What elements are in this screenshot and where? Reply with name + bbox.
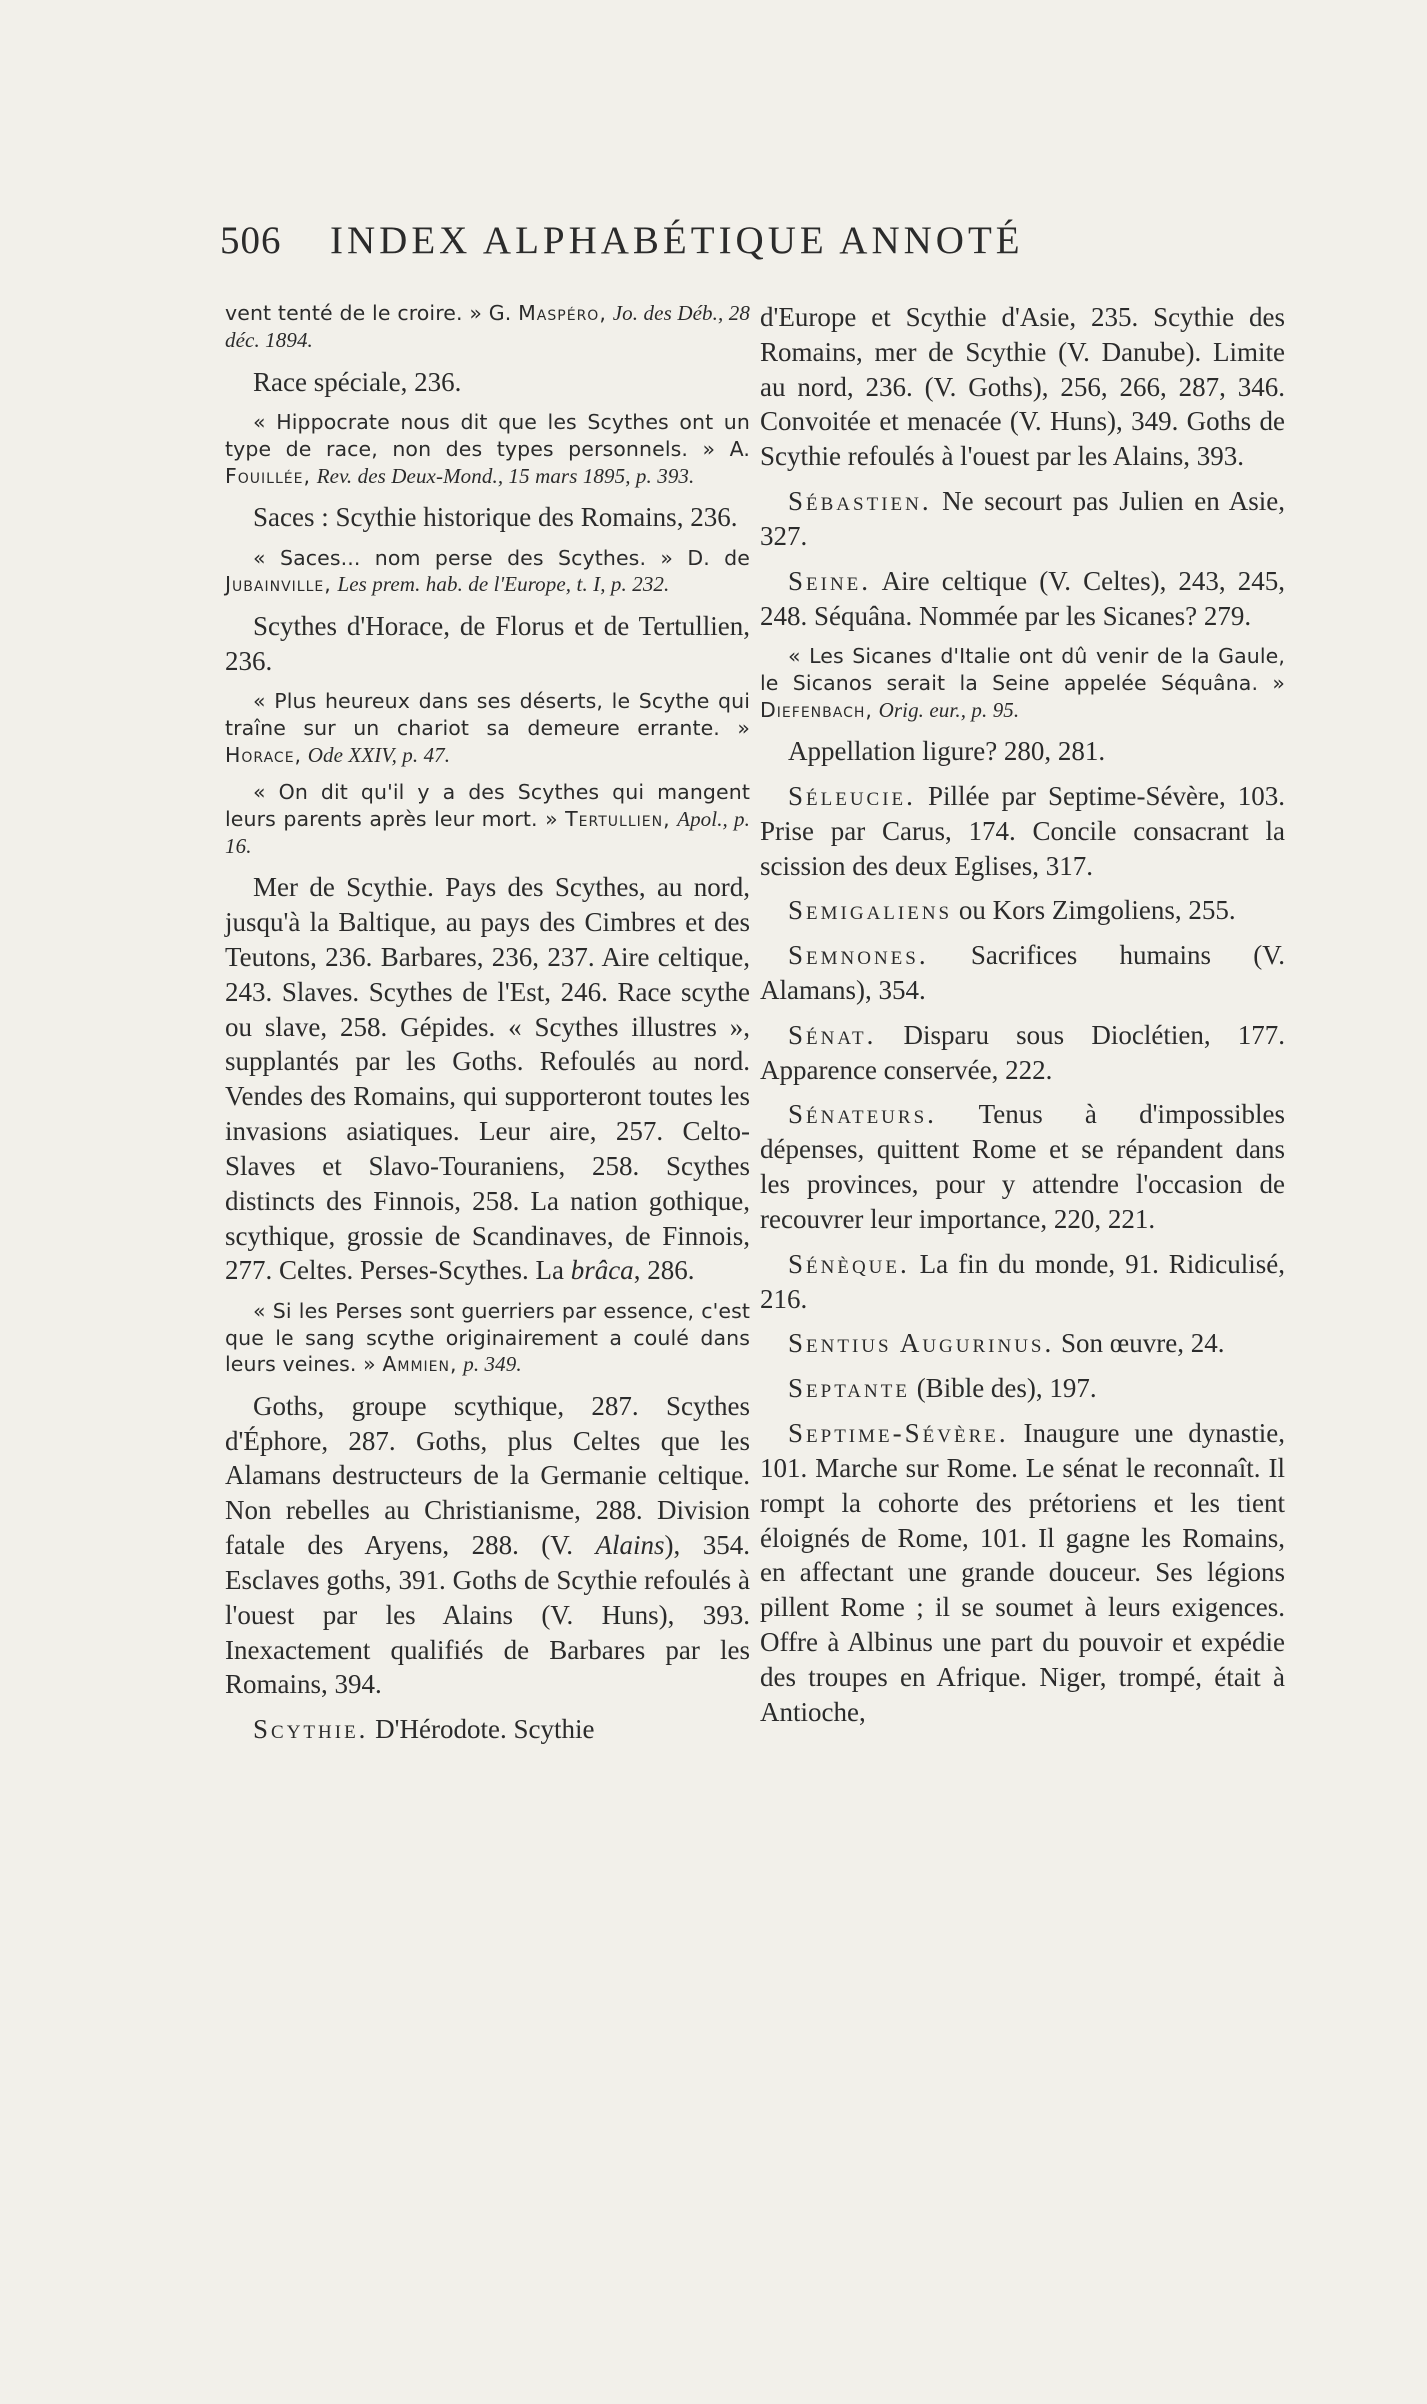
index-headword-entry: Sénateurs. Tenus à d'impossibles dépenses, quittent Rome et se répandent dans les provinces, pour y attendre l'occasion de recouvrer leur importance, 220, 221.: [760, 1099, 1285, 1234]
index-entry-continuation: d'Europe et Scythie d'Asie, 235. Scythie des Romains, mer de Scythie (V. Danube). Limite au nord, 236. (V. Goths), 256, 266, 287, 346. Convoitée et menacée (V. Huns), 349. Goths de Scythie refoulés à l'ouest par les Alains, 393.: [760, 302, 1285, 472]
index-headword-entry: Seine. Aire celtique (V. Celtes), 243, 245, 248. Séquâna. Nommée par les Sicanes? 279.: [760, 565, 1285, 631]
index-headword-entry: Septante (Bible des), 197.: [788, 1373, 1097, 1404]
quote: « Plus heureux dans ses déserts, le Scythe qui traîne sur un chariot sa demeure errante. » Horace, Ode XXIV, p. 47.: [225, 689, 750, 767]
headword: Seine.: [788, 565, 872, 596]
headword: Semigaliens: [788, 895, 953, 926]
headword: Septante: [788, 1373, 910, 1404]
headword: Sénat.: [788, 1019, 877, 1050]
index-headword-entry: Semnones. Sacrifices humains (V. Alamans), 354.: [760, 940, 1285, 1005]
headword: Sénèque.: [788, 1248, 910, 1279]
quote: « Si les Perses sont guerriers par essence, c'est que le sang scythe originairement a coulé dans leurs veines. » Ammien, p. 349.: [225, 1299, 750, 1377]
left-column: [225, 300, 750, 1757]
headword: Sébastien.: [788, 486, 932, 517]
headword: Scythie.: [253, 1714, 369, 1745]
index-headword-entry: Septime-Sévère. Inaugure une dynastie, 101. Marche sur Rome. Le sénat le reconnaît. Il rompt la cohorte des prétoriens et les tient éloignés de Rome, 101. Il gagne les Romains, en affectant une grande douceur. Ses légions pillent Rome ; il se soumet à leurs exigences. Offre à Albinus une part du pouvoir et expédie des troupes en Afrique. Niger, trompé, était à Antioche,: [760, 1418, 1285, 1727]
quote: « Hippocrate nous dit que les Scythes ont un type de race, non des types personnels. » A. Fouillée, Rev. des Deux-Mond., 15 mars 1895, p. 393.: [225, 410, 750, 488]
page-title: INDEX ALPHABÉTIQUE ANNOTÉ: [330, 219, 1024, 262]
quote: « Saces... nom perse des Scythes. » D. de Jubainville, Les prem. hab. de l'Europe, t. I, p. 232.: [225, 545, 750, 597]
headword: Semnones.: [788, 940, 929, 971]
page-number: 506: [220, 219, 282, 262]
page-header: [220, 218, 1100, 263]
index-entry: Appellation ligure? 280, 281.: [788, 736, 1106, 767]
index-headword-entry: Sénat. Disparu sous Dioclétien, 177. Apparence conservée, 222.: [760, 1019, 1285, 1085]
quote: « On dit qu'il y a des Scythes qui mangent leurs parents après leur mort. » Tertullien, Apol., p. 16.: [225, 780, 751, 858]
index-headword-entry: Scythie. D'Hérodote. Scythie: [253, 1714, 595, 1745]
index-entry: Goths, groupe scythique, 287. Scythes d'Éphore, 287. Goths, plus Celtes que les Alamans destructeurs de la Germanie celtique. Non rebelles au Christianisme, 288. Division fatale des Aryens, 288. (V. Alains), 354. Esclaves goths, 391. Goths de Scythie refoulés à l'ouest par les Alains (V. Huns), 393. Inexactement qualifiés de Barbares par les Romains, 394.: [225, 1390, 751, 1700]
headword: Sénateurs.: [788, 1099, 937, 1130]
index-headword-entry: Séleucie. Pillée par Septime-Sévère, 103. Prise par Carus, 174. Concile consacrant la scission des deux Eglises, 317.: [760, 780, 1285, 881]
index-entry: Scythes d'Horace, de Florus et de Tertullien, 236.: [225, 610, 750, 676]
quote-continuation: vent tenté de le croire. » G. Maspéro, Jo. des Déb., 28 déc. 1894.: [225, 301, 751, 353]
right-column: [760, 300, 1285, 1740]
index-entry: Mer de Scythie. Pays des Scythes, au nord, jusqu'à la Baltique, au pays des Cimbres et des Teutons, 236. Barbares, 236, 237. Aire celtique, 243. Slaves. Scythes de l'Est, 246. Race scythe ou slave, 258. Gépides. « Scythes illustres », supplantés par les Goths. Refoulés au nord. Vendes des Romains, qui supporteront toutes les invasions asiatiques. Leur aire, 257. Celto-Slaves et Slavo-Touraniens, 258. Scythes distincts des Finnois, 258. La nation gothique, scythique, grossie de Scandinaves, de Finnois, 277. Celtes. Perses-Scythes. La brâca, 286.: [225, 872, 750, 1286]
index-entry: Race spéciale, 236.: [253, 366, 462, 397]
index-headword-entry: Semigaliens ou Kors Zimgoliens, 255.: [788, 895, 1236, 926]
index-entry: Saces : Scythie historique des Romains, 236.: [253, 502, 738, 532]
index-headword-entry: Sénèque. La fin du monde, 91. Ridiculisé, 216.: [760, 1248, 1285, 1314]
index-headword-entry: Sébastien. Ne secourt pas Julien en Asie, 327.: [760, 486, 1285, 551]
headword: Séleucie.: [788, 780, 916, 811]
headword: Septime-Sévère.: [788, 1418, 1009, 1449]
quote: « Les Sicanes d'Italie ont dû venir de la Gaule, le Sicanos serait la Seine appelée Séquâna. » Diefenbach, Orig. eur., p. 95.: [760, 644, 1285, 722]
index-headword-entry: Sentius Augurinus. Son œuvre, 24.: [788, 1328, 1225, 1359]
headword: Sentius Augurinus.: [788, 1328, 1055, 1359]
